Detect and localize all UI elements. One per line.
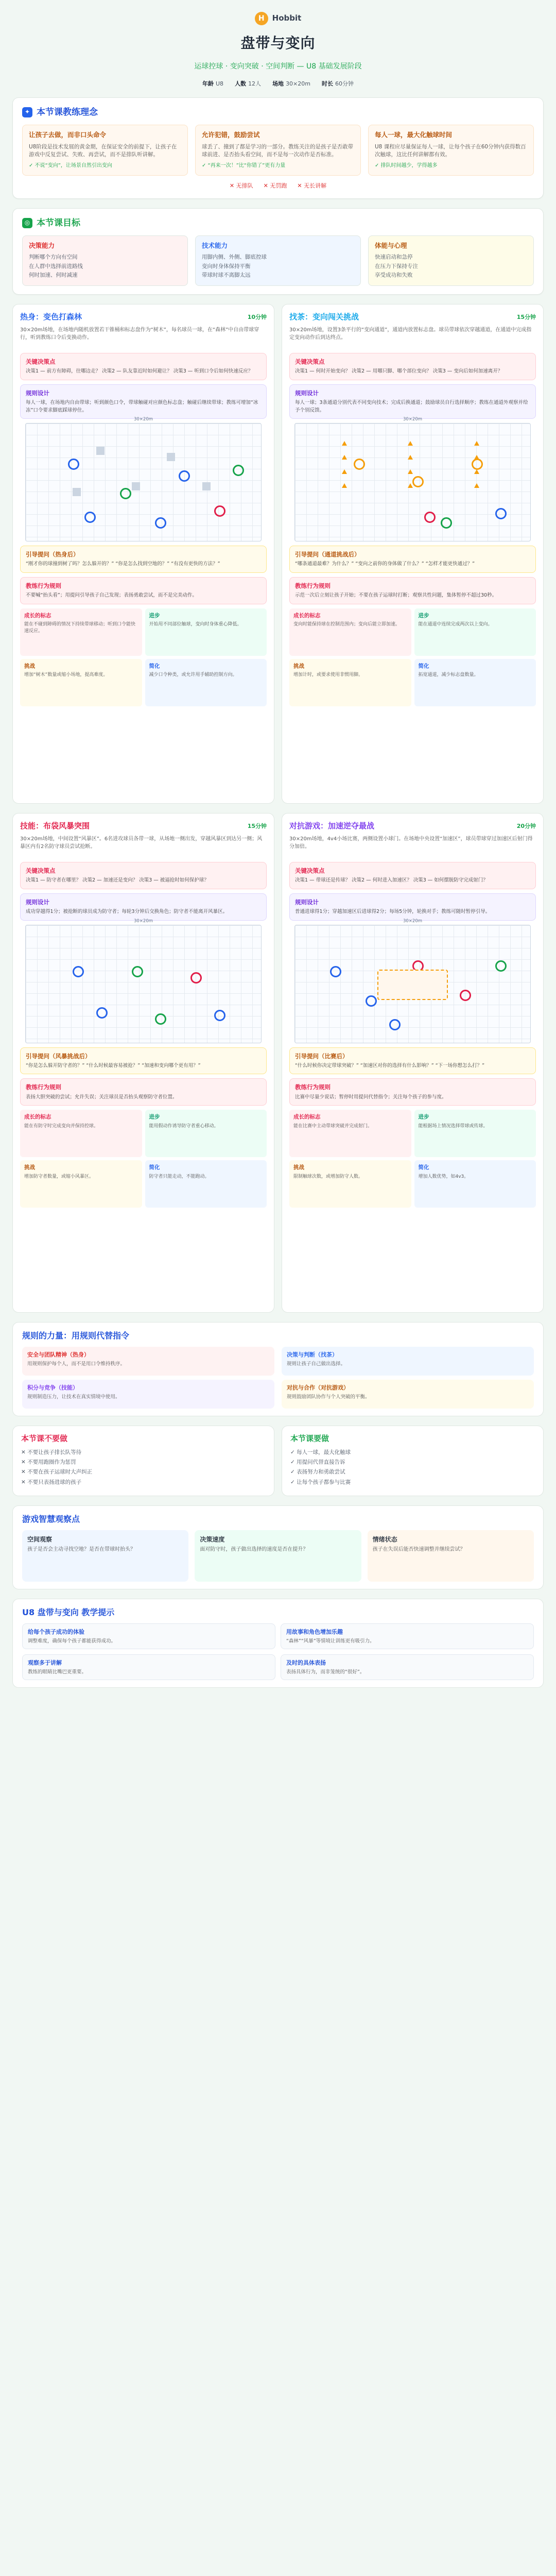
- goal-item: 在人群中选择前进路线: [29, 263, 83, 269]
- progress-cell: [145, 608, 267, 656]
- decision-text: 决策1 — 防守者在哪里？ 决策2 — 加速还是变向？ 决策3 — 被逼抢时如何保护球？: [26, 877, 209, 884]
- do-item: ✓ 每人一球，最大化触球: [290, 1449, 351, 1455]
- progress-heading: 简化: [149, 1164, 160, 1171]
- goal-heading: 体能与心理: [375, 242, 407, 250]
- page-title: 盘带与变向: [240, 35, 316, 52]
- player-marker-icon: [460, 990, 471, 1001]
- questions-box: [20, 1047, 267, 1075]
- rule-item: [282, 1347, 534, 1376]
- progress-text: 变向时能保持球在控制范围内；变向后能立即加速。: [293, 621, 401, 627]
- level-header: [20, 312, 267, 323]
- level-title: 对抗游戏：加速逆夺最战: [289, 821, 375, 831]
- player-marker-icon: [330, 966, 341, 977]
- goal-column: [22, 235, 188, 286]
- tip-item: [22, 1623, 275, 1649]
- cone-icon: [408, 483, 413, 488]
- coach-behavior-box: [289, 577, 536, 604]
- level-time: 20分钟: [516, 822, 536, 829]
- player-marker-icon: [155, 1013, 166, 1025]
- player-marker-icon: [424, 512, 436, 523]
- philosophy-item-highlight: ✓ “再来一次！”比“你错了”更有力量: [202, 163, 286, 169]
- level-intro: 30×20m场地，4v4小场比赛，两侧设置小球门。在场地中央设置“加速区”，球员带球穿过加速区后射门得分加倍。: [289, 836, 533, 850]
- progress-text: 增加“树木”数量或缩小场地，提高难度。: [24, 672, 108, 677]
- level-card: [12, 304, 274, 804]
- progress-heading: 进步: [149, 1114, 160, 1121]
- hero: [12, 33, 544, 88]
- rules-card: [12, 1322, 544, 1416]
- questions-text: “什么时候你决定带球突破？” “加速区对你的选择有什么影响？” “下一场你想怎么打？”: [295, 1063, 485, 1069]
- rule-heading: 积分与竞争（技能）: [27, 1384, 78, 1392]
- progress-grid: [289, 608, 536, 706]
- observe-item: [195, 1530, 361, 1582]
- meta-value: 30×20m: [286, 80, 310, 87]
- rules-box-text: 成功穿越得1分；被抢断的球员成为防守者；每轮3分钟后交换角色；防守者不能离开风暴区。: [26, 909, 228, 915]
- level-intro: 30×20m场地，设置3条平行的“变向通道”，通道内放置标志盘。球员带球依次穿越通道，在通道中完成指定变向动作后到达终点。: [289, 327, 532, 341]
- player-marker-icon: [495, 960, 507, 972]
- philosophy-title: 本节课教练理念: [37, 107, 98, 117]
- level-header: [289, 312, 536, 323]
- philosophy-item-text: U8 课程应尽量保证每人一球，让每个孩子在60分钟内获得数百次触球，这比任何讲解都有效。: [375, 143, 526, 158]
- progress-text: 能用假动作诱导防守者重心移动。: [149, 1123, 219, 1129]
- goal-item: 在压力下保持专注: [375, 263, 418, 269]
- progress-grid: [20, 1110, 267, 1208]
- level-time: 15分钟: [247, 822, 267, 829]
- progress-text: 能在有防守时完成变向并保持控球。: [24, 1123, 99, 1129]
- progress-cell: [289, 659, 411, 706]
- tips-title: U8 盘带与变向 教学提示: [22, 1607, 115, 1617]
- questions-box: [20, 546, 267, 573]
- dont-item: ✕ 不要在孩子运球时大声纠正: [21, 1469, 93, 1476]
- decision-text: 决策1 — 带球还是传球？ 决策2 — 何时进入加速区？ 决策3 — 如何摆脱防守完成射门？: [295, 877, 488, 884]
- hobbit-logo-icon: H: [255, 12, 268, 25]
- player-marker-icon: [354, 459, 365, 470]
- progress-text: 开始用不同部位触球，变向时身体重心降低。: [149, 621, 242, 627]
- goal-column: [368, 235, 534, 286]
- level-card: [282, 813, 544, 1313]
- level-header: [289, 821, 536, 832]
- coach-behavior-text: 不要喊“抬头看”；用提问引导孩子自己发现；表扬勇敢尝试，而不是完美动作。: [26, 592, 197, 599]
- progress-cell: [414, 1110, 536, 1157]
- progress-text: 增加计时，或要求使用非惯用脚。: [293, 672, 363, 677]
- progress-text: 拓宽通道，减少标志盘数量。: [418, 672, 479, 677]
- progress-heading: 进步: [149, 612, 160, 619]
- do-item: ✓ 表扬努力和勇敢尝试: [290, 1469, 345, 1476]
- questions-title: 引导提问（热身后）: [26, 550, 79, 558]
- meta-row: [12, 80, 544, 88]
- progress-cell: [414, 1160, 536, 1208]
- rules-box-text: 每人一球，在场地内自由带球；听到颜色口令，带球触碰对应颜色标志盘；触碰后继续带球；教练可增加“冰冻”口令要求脚底踩球停住。: [26, 400, 258, 413]
- decision-title: 关键决策点: [295, 867, 325, 874]
- decision-text: 决策1 — 前方有障碍，往哪边走？ 决策2 — 队友靠近时如何避让？ 决策3 — 听到口令后如何快速反应？: [26, 368, 253, 375]
- tip-heading: 观察多于讲解: [28, 1659, 62, 1667]
- rule-heading: 决策与判断（找茶）: [287, 1351, 338, 1359]
- tag: ✕ 无长讲解: [297, 182, 327, 189]
- questions-box: [289, 1047, 536, 1075]
- coach-behavior-box: [20, 577, 267, 604]
- player-marker-icon: [190, 972, 202, 984]
- observe-text: 孩子在失误后能否快速调整并继续尝试？: [372, 1547, 465, 1553]
- player-marker-icon: [73, 966, 84, 977]
- dont-item: ✕ 不要用跑圈作为惩罚: [21, 1459, 76, 1466]
- philosophy-item: [22, 125, 188, 175]
- tree-cone-icon: [96, 447, 105, 455]
- progress-cell: [414, 659, 536, 706]
- field-diagram: [25, 918, 262, 1043]
- cone-icon: [342, 441, 347, 446]
- progress-heading: 成长的标志: [293, 612, 321, 619]
- field-size-label: 30×20m: [403, 416, 423, 422]
- page-subtitle: 运球控球 · 变向突破 · 空间判断 — U8 基础发展阶段: [194, 62, 362, 71]
- progress-grid: [20, 608, 267, 706]
- progress-cell: [145, 1110, 267, 1157]
- progress-cell: [289, 1110, 411, 1157]
- progress-text: 防守者只能走动，不能跑动。: [149, 1174, 210, 1179]
- observe-heading: 空间观察: [27, 1535, 53, 1543]
- tip-text: 表扬具体行为，而非笼统的“很好”。: [286, 1669, 365, 1675]
- rule-text: 规则鼓励团队协作与个人突破的平衡。: [287, 1394, 370, 1400]
- decision-box: [20, 862, 267, 889]
- philosophy-item-heading: 每人一球，最大化触球时间: [375, 131, 453, 139]
- cone-icon: [408, 455, 413, 460]
- coach-behavior-title: 教练行为规则: [295, 1083, 331, 1091]
- tip-text: 教练的眼睛比嘴巴更重要。: [28, 1669, 87, 1675]
- field-diagram: [294, 416, 531, 541]
- meta-item: [235, 80, 261, 88]
- goal-heading: 决策能力: [29, 242, 55, 250]
- progress-heading: 简化: [418, 663, 429, 669]
- cone-icon: [342, 455, 347, 460]
- tip-text: “森林”“风暴”等情境让训练更有吸引力。: [286, 1638, 375, 1645]
- progress-text: 能在通道中连续完成两次以上变向。: [418, 621, 493, 627]
- goals-card: [12, 208, 544, 295]
- tip-heading: 及时的具体表扬: [286, 1659, 326, 1667]
- dont-item: ✕ 不要只表扬进球的孩子: [21, 1479, 82, 1485]
- questions-title: 引导提问（比赛后）: [295, 1052, 349, 1060]
- tree-cone-icon: [73, 488, 81, 496]
- dos-title: 本节课要做: [290, 1434, 329, 1444]
- questions-text: “你是怎么躲开防守者的？” “什么时候最容易被抢？” “加速和变向哪个更有用？”: [26, 1063, 201, 1069]
- tag-row: [22, 182, 534, 190]
- tip-heading: 给每个孩子成功的体验: [28, 1629, 84, 1636]
- rule-heading: 安全与团队精神（热身）: [27, 1351, 90, 1359]
- progress-heading: 成长的标志: [293, 1114, 321, 1121]
- progress-cell: [289, 1160, 411, 1208]
- cone-icon: [408, 441, 413, 446]
- coach-behavior-text: 示范一次后立刻让孩子开始；不要在孩子运球时打断；观察共性问题，集体暂停不超过30秒。: [295, 592, 497, 599]
- level-intro: 30×20m场地，中间设置“风暴区”。6名进攻球员各带一球，从场地一侧出发，穿越风暴区到达另一侧；风暴区内有2名防守球员尝试抢断。: [20, 836, 263, 850]
- donts-title: 本节课不要做: [21, 1434, 68, 1444]
- observe-card: [12, 1505, 544, 1589]
- tag: ✕ 无排队: [229, 182, 253, 189]
- progress-heading: 成长的标志: [24, 612, 51, 619]
- tip-item: [281, 1623, 534, 1649]
- level-title: 技能：布袋风暴突围: [20, 821, 90, 831]
- rule-text: 用规则保护每个人，而不是用口令维持秩序。: [27, 1361, 126, 1367]
- cone-icon: [474, 483, 479, 488]
- goal-item: 用脚内侧、外侧、脚底控球: [202, 254, 267, 261]
- meta-key: 场地: [272, 80, 284, 87]
- progress-text: 增加人数优势，如4v3。: [418, 1174, 469, 1179]
- observe-text: 面对防守时，孩子做出选择的速度是否在提升？: [200, 1547, 308, 1553]
- meta-item: [272, 80, 310, 88]
- decision-title: 关键决策点: [295, 358, 325, 365]
- decision-title: 关键决策点: [26, 358, 56, 365]
- philosophy-item-highlight: ✓ 不说“变向”，让场景自然引出变向: [29, 163, 112, 169]
- do-item: ✓ 让每个孩子都参与比赛: [290, 1479, 351, 1485]
- decision-box: [289, 862, 536, 889]
- field-size-label: 30×20m: [133, 416, 153, 422]
- observe-text: 孩子是否会主动寻找空地？是否在带球时抬头？: [27, 1547, 135, 1553]
- player-marker-icon: [84, 512, 96, 523]
- observe-heading: 情绪状态: [372, 1535, 397, 1543]
- level-time: 10分钟: [247, 313, 267, 320]
- progress-cell: [20, 1160, 142, 1208]
- questions-text: “刚才你的球撞到树了吗？怎么躲开的？” “你是怎么找到空地的？” “有没有更快的方法？”: [26, 561, 220, 567]
- rule-text: 规则制造压力，让技术在真实情境中使用。: [27, 1394, 120, 1400]
- questions-text: “哪条通道最难？为什么？” “变向之前你的身体做了什么？” “怎样才能更快通过？”: [295, 561, 475, 567]
- coach-behavior-title: 教练行为规则: [295, 582, 331, 589]
- progress-heading: 简化: [149, 663, 160, 669]
- coach-behavior-text: 比赛中尽量少说话；暂停时用提问代替指令；关注每个孩子的参与度。: [295, 1094, 447, 1100]
- philosophy-item-heading: 让孩子去做，而非口头命令: [29, 131, 107, 139]
- philosophy-item: [368, 125, 534, 175]
- meta-item: [202, 80, 223, 88]
- rules-box-text: 普通进球得1分；穿越加速区后进球得2分；每场5分钟，轮换对手；教练可随时暂停引导。: [295, 909, 491, 915]
- progress-heading: 成长的标志: [24, 1114, 51, 1121]
- progress-heading: 挑战: [293, 1164, 304, 1171]
- field-size-label: 30×20m: [403, 918, 423, 924]
- progress-text: 限制触球次数，或增加防守人数。: [293, 1174, 363, 1179]
- tree-cone-icon: [167, 453, 175, 461]
- progress-cell: [20, 1110, 142, 1157]
- goal-item: 快速启动和急停: [375, 254, 413, 261]
- goal-item: 带球时球不离脚太远: [202, 272, 251, 278]
- rules-title: 规则的力量：用规则代替指令: [22, 1330, 130, 1341]
- goals-title: 本节课目标: [37, 217, 80, 228]
- player-marker-icon: [68, 459, 79, 470]
- rule-heading: 对抗与合作（对抗游戏）: [287, 1384, 349, 1392]
- cone-icon: [408, 469, 413, 474]
- meta-value: 12人: [248, 80, 262, 87]
- player-marker-icon: [389, 1019, 401, 1030]
- rules-box: [289, 384, 536, 419]
- rules-box-title: 规则设计: [295, 898, 319, 906]
- progress-text: 减少口令种类，或允许用手辅助控制方向。: [149, 672, 237, 677]
- progress-cell: [289, 608, 411, 656]
- rule-item: [22, 1380, 274, 1409]
- rules-box-title: 规则设计: [26, 898, 49, 906]
- progress-text: 能在比赛中主动带球突破并完成射门。: [293, 1123, 373, 1129]
- tree-cone-icon: [132, 482, 140, 490]
- progress-heading: 挑战: [24, 663, 35, 669]
- player-marker-icon: [132, 966, 143, 977]
- level-title: 热身：变色打森林: [20, 312, 82, 321]
- top-bar: [12, 11, 544, 26]
- tip-item: [22, 1654, 275, 1680]
- player-marker-icon: [96, 1007, 108, 1019]
- rules-box-title: 规则设计: [295, 389, 319, 397]
- field-size-label: 30×20m: [133, 918, 153, 924]
- tag: ✕ 无罚跑: [263, 182, 287, 189]
- rules-box: [20, 384, 267, 419]
- progress-cell: [20, 608, 142, 656]
- meta-value: U8: [216, 80, 224, 87]
- coach-behavior-box: [20, 1078, 267, 1106]
- progress-cell: [145, 659, 267, 706]
- do-dont-section: [12, 1426, 544, 1496]
- progress-text: 能根据场上情况选择带球或传球。: [418, 1123, 488, 1129]
- philosophy-item-text: 球丢了、撞到了都是学习的一部分。教练关注的是孩子是否敢带球前进、是否抬头看空间，而不是每一次动作是否标准。: [202, 143, 353, 158]
- coach-behavior-box: [289, 1078, 536, 1106]
- decision-box: [289, 353, 536, 380]
- goal-item: 享受成功和失败: [375, 272, 413, 278]
- tip-item: [281, 1654, 534, 1680]
- progress-heading: 进步: [418, 612, 429, 619]
- player-marker-icon: [214, 1010, 225, 1021]
- coach-behavior-text: 表扬大胆突破的尝试；允许失误；关注球员是否抬头观察防守者位置。: [26, 1094, 178, 1100]
- progress-text: 能在不碰到障碍的情况下持续带球移动；听到口令能快速反应。: [24, 621, 136, 634]
- questions-title: 引导提问（通道挑战后）: [295, 550, 360, 558]
- observe-heading: 决策速度: [200, 1535, 225, 1543]
- brand-name: Hobbit: [272, 13, 302, 23]
- progress-heading: 挑战: [293, 663, 304, 669]
- coach-behavior-title: 教练行为规则: [26, 1083, 61, 1091]
- player-marker-icon: [366, 995, 377, 1007]
- meta-key: 人数: [235, 80, 247, 87]
- donts-card: [12, 1426, 274, 1496]
- goal-heading: 技术能力: [202, 242, 228, 250]
- meta-item: [322, 80, 354, 88]
- player-marker-icon: [412, 476, 424, 487]
- cone-icon: [342, 469, 347, 474]
- player-marker-icon: [214, 505, 225, 517]
- dont-item: ✕ 不要让孩子排长队等待: [21, 1449, 82, 1455]
- cone-icon: [342, 483, 347, 488]
- progress-heading: 简化: [418, 1164, 429, 1171]
- progress-cell: [20, 659, 142, 706]
- rule-item: [22, 1347, 274, 1376]
- observe-item: [368, 1530, 534, 1582]
- player-marker-icon: [120, 488, 131, 499]
- target-icon: ◎: [22, 218, 32, 228]
- observe-item: [22, 1530, 188, 1582]
- dos-card: [282, 1426, 544, 1496]
- rule-text: 规则让孩子自己做出选择。: [287, 1361, 346, 1367]
- tips-card: [12, 1599, 544, 1688]
- level-intro: 30×20m场地，在场地内随机放置若干锥桶和标志盘作为“树木”，每名球员一球，在“森林”中自由带球穿行，听到教练口令后变换动作。: [20, 327, 259, 341]
- rules-box: [20, 893, 267, 921]
- player-marker-icon: [179, 470, 190, 482]
- philosophy-item-heading: 允许犯错，鼓励尝试: [202, 131, 260, 139]
- acceleration-zone: [377, 970, 448, 1000]
- player-marker-icon: [472, 459, 483, 470]
- meta-key: 时长: [322, 80, 333, 87]
- coach-behavior-title: 教练行为规则: [26, 582, 61, 589]
- progress-heading: 进步: [418, 1114, 429, 1121]
- decision-text: 决策1 — 何时开始变向？ 决策2 — 用哪只脚、哪个部位变向？ 决策3 — 变向后如何加速离开？: [295, 368, 503, 375]
- level-title: 找茶：变向闯关挑战: [289, 312, 359, 321]
- tip-heading: 用故事和角色增加乐趣: [286, 1629, 343, 1636]
- player-marker-icon: [441, 517, 452, 529]
- questions-box: [289, 546, 536, 573]
- player-marker-icon: [155, 517, 166, 529]
- philosophy-item-highlight: ✓ 排队时间越少，学得越多: [375, 163, 438, 169]
- rules-box-title: 规则设计: [26, 389, 49, 397]
- level-header: [20, 821, 267, 832]
- philosophy-item-text: U8阶段是技术发展的黄金期，在保证安全的前提下，让孩子在游戏中反复尝试、失败、再尝试，而不是排队听讲解。: [29, 143, 177, 158]
- level-card: [282, 304, 544, 804]
- goal-column: [195, 235, 361, 286]
- decision-box: [20, 353, 267, 380]
- questions-title: 引导提问（风暴挑战后）: [26, 1052, 91, 1060]
- rule-item: [282, 1380, 534, 1409]
- observe-title: 游戏智慧观察点: [22, 1514, 80, 1524]
- level-time: 15分钟: [516, 313, 536, 320]
- goal-item: 判断哪个方向有空间: [29, 254, 78, 261]
- decision-title: 关键决策点: [26, 867, 56, 874]
- meta-value: 60分钟: [335, 80, 354, 87]
- goal-item: 何时加速、何时减速: [29, 272, 78, 278]
- level-card: [12, 813, 274, 1313]
- meta-key: 年龄: [202, 80, 214, 87]
- cone-icon: [474, 441, 479, 446]
- progress-cell: [414, 608, 536, 656]
- cone-icon: [474, 469, 479, 474]
- player-marker-icon: [495, 508, 507, 519]
- progress-heading: 挑战: [24, 1164, 35, 1171]
- tip-text: 调整难度，确保每个孩子都能获得成功。: [28, 1638, 116, 1645]
- bulb-icon: ✦: [22, 107, 32, 117]
- progress-text: 增加防守者数量，或缩小风暴区。: [24, 1174, 94, 1179]
- progress-cell: [145, 1160, 267, 1208]
- philosophy-card: [12, 97, 544, 199]
- field-diagram: [25, 416, 262, 541]
- cone-icon: [474, 455, 479, 460]
- do-item: ✓ 用提问代替直接告诉: [290, 1459, 345, 1466]
- rules-box-text: 每人一球；3条通道分别代表不同变向技术；完成后换通道；鼓励球员自行选择顺序；教练在通道外观察并给予个别反馈。: [295, 400, 528, 413]
- progress-grid: [289, 1110, 536, 1208]
- field-diagram: [294, 918, 531, 1043]
- philosophy-item: [195, 125, 361, 175]
- player-marker-icon: [233, 465, 244, 476]
- tree-cone-icon: [202, 482, 211, 490]
- rules-box: [289, 893, 536, 921]
- goal-item: 变向时身体保持平衡: [202, 263, 251, 269]
